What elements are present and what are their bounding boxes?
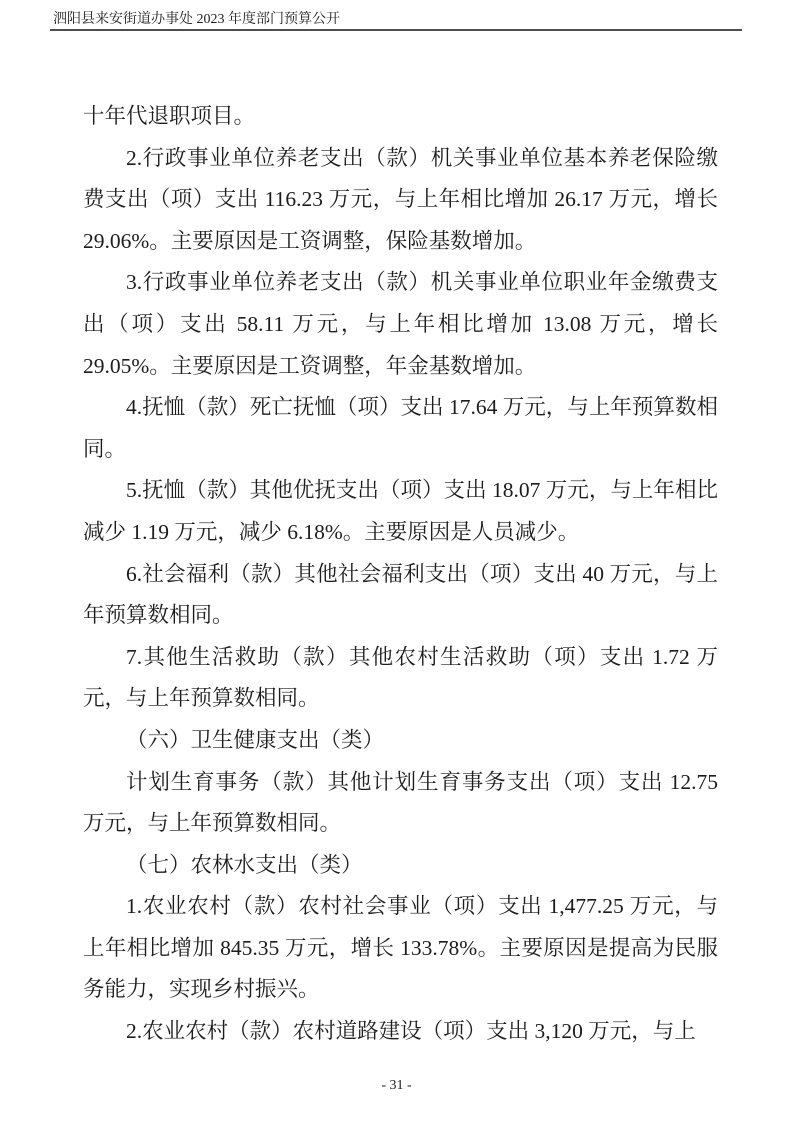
paragraph-other-living-assistance: 7.其他生活救助（款）其他农村生活救助（项）支出 1.72 万元，与上年预算数相同。 [83, 644, 718, 711]
header-title: 泗阳县来安街道办事处 2023 年度部门预算公开 [53, 12, 340, 27]
paragraph-family-planning: 计划生育事务（款）其他计划生育事务支出（项）支出 12.75 万元，与上年预算数相同。 [83, 769, 718, 836]
heading-agriculture-water: （七）农林水支出（类） [126, 852, 363, 877]
paragraph-social-welfare: 6.社会福利（款）其他社会福利支出（项）支出 40 万元，与上年预算数相同。 [83, 561, 718, 628]
paragraph-pension-basic: 2.行政事业单位养老支出（款）机关事业单位基本养老保险缴费支出（项）支出 116.23 万元，与上年相比增加 26.17 万元，增长 29.06%。主要原因是工资调整，保险基数增加。 [83, 145, 718, 253]
document-body [83, 96, 718, 1053]
paragraph-pension-annuity: 3.行政事业单位养老支出（款）机关事业单位职业年金缴费支出（项）支出 58.11 万元，与上年相比增加 13.08 万元，增长 29.05%。主要原因是工资调整，年金基数增加。 [83, 270, 718, 378]
heading-health-expenditure: （六）卫生健康支出（类） [126, 727, 385, 752]
page-number: - 31 - [381, 1078, 412, 1093]
paragraph-rural-road-construction: 2.农业农村（款）农村道路建设（项）支出 3,120 万元，与上 [126, 1019, 696, 1044]
paragraph-rural-social-services: 1.农业农村（款）农村社会事业（项）支出 1,477.25 万元，与上年相比增加 845.35 万元，增长 133.78%。主要原因是提高为民服务能力，实现乡村振兴。 [83, 894, 718, 1002]
header-divider [50, 29, 742, 31]
paragraph-other-special-care: 5.抚恤（款）其他优抚支出（项）支出 18.07 万元，与上年相比减少 1.19 万元，减少 6.18%。主要原因是人员减少。 [83, 478, 718, 544]
paragraph-continuation: 十年代退职项目。 [83, 104, 256, 128]
paragraph-death-benefit: 4.抚恤（款）死亡抚恤（项）支出 17.64 万元，与上年预算数相同。 [83, 395, 718, 461]
